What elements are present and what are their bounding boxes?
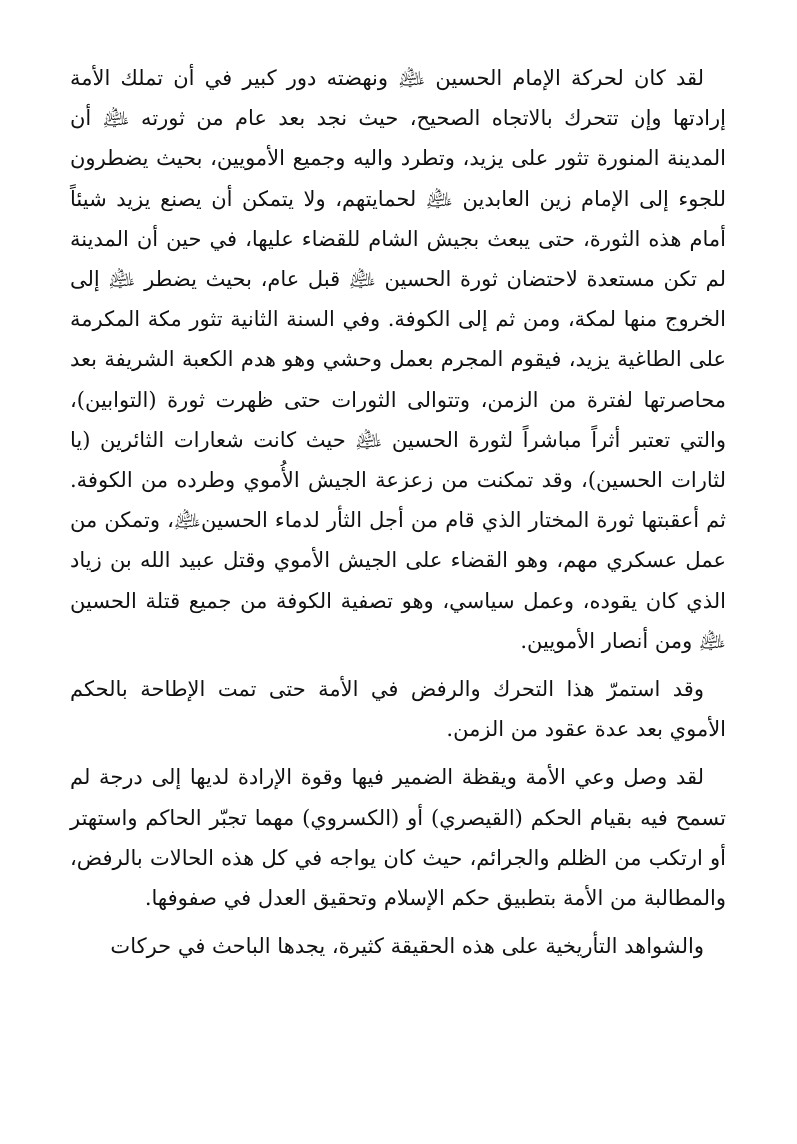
- paragraph-1: لقد كان لحركة الإمام الحسين ﵇ ونهضته دور كبير في أن تملك الأمة إرادتها وإن تتحرك بالاتجاه الصحيح، حيث نجد بعد عام من ثورته ﵇ أن المدينة المنورة تثور على يزيد، وتطرد واليه وجميع الأمويين، بحيث يضطرون للجوء إلى الإمام زين العابدين ﵇ لحمايتهم، ولا يتمكن أن يصنع يزيد شيئاً أمام هذه الثورة، حتى يبعث بجيش الشام للقضاء عليها، في حين أن المدينة لم تكن مستعدة لاحتضان ثورة الحسين ﵇ قبل عام، بحيث يضطر ﵇ إلى الخروج منها لمكة، ومن ثم إلى الكوفة. وفي السنة الثانية تثور مكة المكرمة على الطاغية يزيد، فيقوم المجرم بعمل وحشي وهو هدم الكعبة الشريفة بعد محاصرتها لفترة من الزمن، وتتوالى الثورات حتى ظهرت ثورة (التوابين)، والتي تعتبر أثراً مباشراً لثورة الحسين ﵇ حيث كانت شعارات الثائرين (يا لثارات الحسين)، وقد تمكنت من زعزعة الجيش الأُموي وطرده من الكوفة. ثم أعقبتها ثورة المختار الذي قام من أجل الثأر لدماء الحسين﵇، وتمكن من عمل عسكري مهم، وهو القضاء على الجيش الأموي وقتل عبيد الله بن زياد الذي كان يقوده، وعمل سياسي، وهو تصفية الكوفة من جميع قتلة الحسين ﵇ ومن أنصار الأمويين.: [70, 66, 726, 653]
- paragraph-4: والشواهد التأريخية على هذه الحقيقة كثيرة، يجدها الباحث في حركات: [110, 934, 704, 959]
- paragraph-gap: [70, 918, 726, 926]
- paragraph-gap: [70, 749, 726, 757]
- document-page: [70, 58, 726, 966]
- paragraph-3: لقد وصل وعي الأمة ويقظة الضمير فيها وقوة الإرادة لديها إلى درجة لم تسمح فيه بقيام الحكم (القيصري) أو (الكسروي) مهما تجبّر الحاكم واستهتر أو ارتكب من الظلم والجرائم، حيث كان يواجه في كل هذه الحالات بالرفض، والمطالبة من الأمة بتطبيق حكم الإسلام وتحقيق العدل في صفوفها.: [70, 765, 726, 911]
- paragraph-gap: [70, 661, 726, 669]
- paragraph-2: وقد استمرّ هذا التحرك والرفض في الأمة حتى تمت الإطاحة بالحكم الأموي بعد عدة عقود من الزمن.: [70, 677, 726, 742]
